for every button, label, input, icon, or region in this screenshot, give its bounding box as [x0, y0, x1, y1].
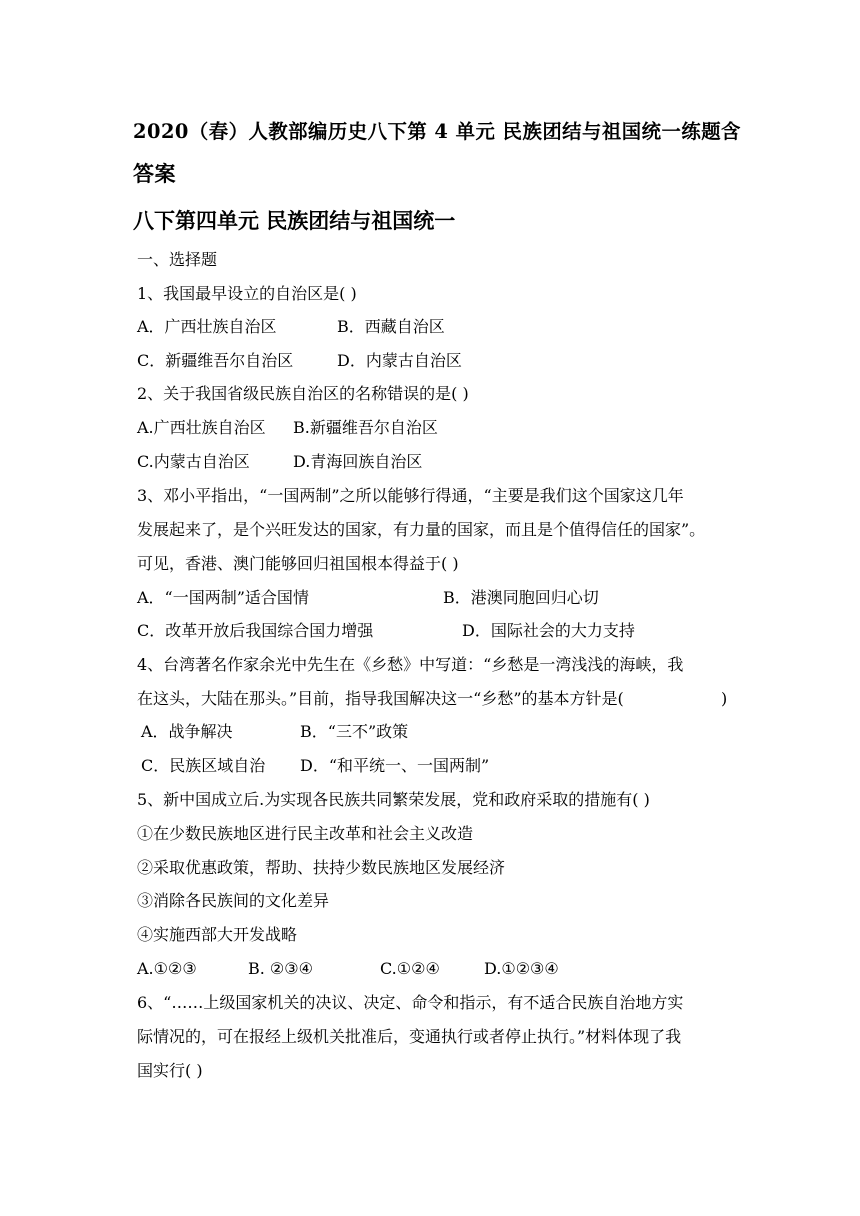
question-2-option-d: D.青海回族自治区: [293, 452, 423, 471]
question-5-option-d: D.①②③④: [484, 959, 559, 978]
question-3-option-c: C．改革开放后我国综合国力增强: [137, 621, 374, 640]
question-6-stem-line-1: 6、“……上级国家机关的决议、决定、命令和指示，有不适合民族自治地方实: [137, 993, 684, 1012]
question-1-stem: 1、我国最早设立的自治区是( ): [137, 284, 357, 303]
question-5-stem: 5、新中国成立后.为实现各民族共同繁荣发展，党和政府采取的措施有( ): [137, 790, 650, 809]
section-heading: 一、选择题: [137, 250, 218, 269]
question-6-stem-line-3: 国实行( ): [137, 1061, 203, 1080]
question-3-option-a: A．“一国两制”适合国情: [137, 588, 309, 607]
question-5-item-4: ④实施西部大开发战略: [137, 925, 298, 944]
question-3-stem-line-2: 发展起来了，是个兴旺发达的国家，有力量的国家，而且是个值得信任的国家”。: [137, 520, 706, 539]
question-1-option-b: B．西藏自治区: [337, 317, 445, 336]
question-4-stem-closing-paren: ): [721, 689, 728, 708]
question-5-item-2: ②采取优惠政策，帮助、扶持少数民族地区发展经济: [137, 858, 506, 877]
question-4-option-c: C．民族区域自治: [141, 756, 266, 775]
document-title-line-1: 2020（春）人教部编历史八下第 4 单元 民族团结与祖国统一练题含: [133, 120, 741, 143]
question-1-option-d: D．内蒙古自治区: [337, 351, 462, 370]
question-2-stem: 2、关于我国省级民族自治区的名称错误的是( ): [137, 384, 469, 403]
question-3-stem-line-3: 可见，香港、澳门能够回归祖国根本得益于( ): [137, 554, 459, 573]
unit-heading: 八下第四单元 民族团结与祖国统一: [133, 208, 456, 233]
question-6-stem-line-2: 际情况的，可在报经上级机关批准后，变通执行或者停止执行。”材料体现了我: [137, 1027, 682, 1046]
question-5-option-c: C.①②④: [380, 959, 440, 978]
question-4-option-a: A．战争解决: [141, 722, 233, 741]
question-2-option-b: B.新疆维吾尔自治区: [293, 418, 438, 437]
question-4-stem-line-2: 在这头，大陆在那头。”目前，指导我国解决这一“乡愁”的基本方针是(: [137, 689, 624, 708]
question-3-stem-line-1: 3、邓小平指出，“一国两制”之所以能够行得通，“主要是我们这个国家这几年: [137, 486, 684, 505]
question-4-option-b: B．“三不”政策: [300, 722, 409, 741]
question-4-option-d: D．“和平统一、一国两制”: [300, 756, 490, 775]
document-title-line-2: 答案: [133, 161, 176, 186]
question-1-option-c: C．新疆维吾尔自治区: [137, 351, 294, 370]
question-5-option-a: A.①②③: [137, 959, 197, 978]
question-1-option-a: A．广西壮族自治区: [137, 317, 277, 336]
question-3-option-d: D．国际社会的大力支持: [462, 621, 635, 640]
question-2-option-c: C.内蒙古自治区: [137, 452, 250, 471]
question-2-option-a: A.广西壮族自治区: [137, 418, 266, 437]
question-5-item-3: ③消除各民族间的文化差异: [137, 891, 330, 910]
question-5-item-1: ①在少数民族地区进行民主改革和社会主义改造: [137, 824, 474, 843]
question-3-option-b: B．港澳同胞回归心切: [443, 588, 599, 607]
question-4-stem-line-1: 4、台湾著名作家余光中先生在《乡愁》中写道：“乡愁是一湾浅浅的海峡，我: [137, 655, 684, 674]
question-5-option-b: B. ②③④: [248, 959, 313, 978]
